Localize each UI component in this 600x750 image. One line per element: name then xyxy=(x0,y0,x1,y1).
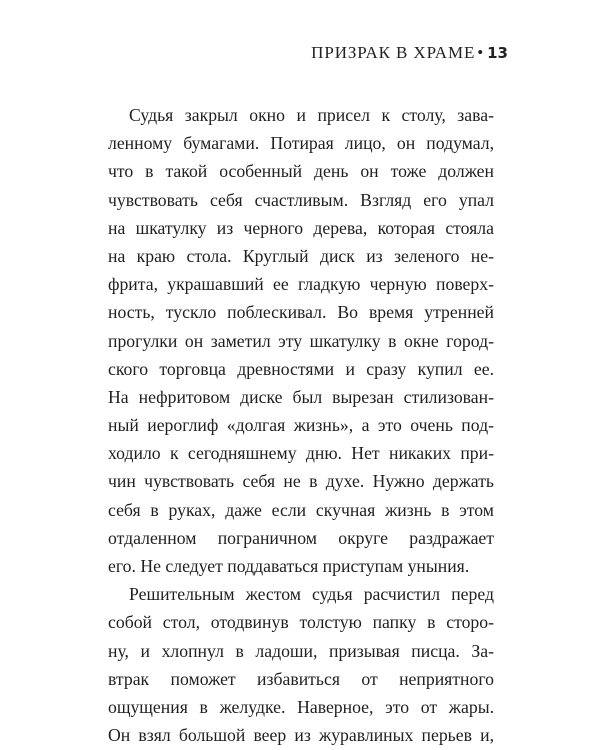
text-line: На нефритовом диске был вырезан стилизован- xyxy=(108,386,494,407)
text-line: что в такой особенный день он тоже должен xyxy=(108,161,494,182)
text-line: ность, тускло поблескивал. Во время утренней xyxy=(108,302,494,323)
text-line: отдаленном пограничном округе раздражает xyxy=(108,527,494,548)
text-line: на краю стола. Круглый диск из зеленого не- xyxy=(108,245,494,266)
text-line: ленному бумагами. Потирая лицо, он подумал, xyxy=(108,133,494,154)
page-number: 13 xyxy=(487,44,508,62)
text-line: собой стол, отодвинув толстую папку в сторо- xyxy=(108,612,494,633)
text-line: ского торговца древностями и сразу купил ее. xyxy=(108,358,494,379)
paragraph xyxy=(108,101,494,580)
text-line: ну, и хлопнул в ладоши, призывая писца. За- xyxy=(108,640,494,661)
text-line: фрита, украшавший ее гладкую черную поверх- xyxy=(108,274,494,295)
text-line: ощущения в желудке. Наверное, это от жары. xyxy=(108,696,494,717)
text-line: чувствовать себя счастливым. Взгляд его упал xyxy=(108,189,494,210)
paragraph xyxy=(108,580,494,749)
text-line: чин чувствовать себя не в духе. Нужно держать xyxy=(108,471,494,492)
body-text xyxy=(108,101,494,749)
running-title: ПРИЗРАК В ХРАМЕ xyxy=(311,43,476,62)
running-header xyxy=(311,43,508,63)
text-line: ный иероглиф «долгая жизнь», а это очень под- xyxy=(108,415,494,436)
text-line: себя в руках, даже если скучная жизнь в этом xyxy=(108,499,494,520)
text-line: прогулки он заметил эту шкатулку в окне город- xyxy=(108,330,494,351)
text-line: на шкатулку из черного дерева, которая стояла xyxy=(108,217,494,238)
header-separator: • xyxy=(477,43,485,62)
text-line: Судья закрыл окно и присел к столу, зава- xyxy=(129,105,494,125)
text-line: его. Не следует поддаваться приступам уныния. xyxy=(108,556,470,576)
text-line: Решительным жестом судья расчистил перед xyxy=(129,584,494,605)
text-line: Он взял большой веер из журавлиных перьев и, xyxy=(108,725,494,746)
text-line: втрак поможет избавиться от неприятного xyxy=(108,668,494,689)
text-line: ходило к сегодняшнему дню. Нет никаких при- xyxy=(108,443,494,464)
